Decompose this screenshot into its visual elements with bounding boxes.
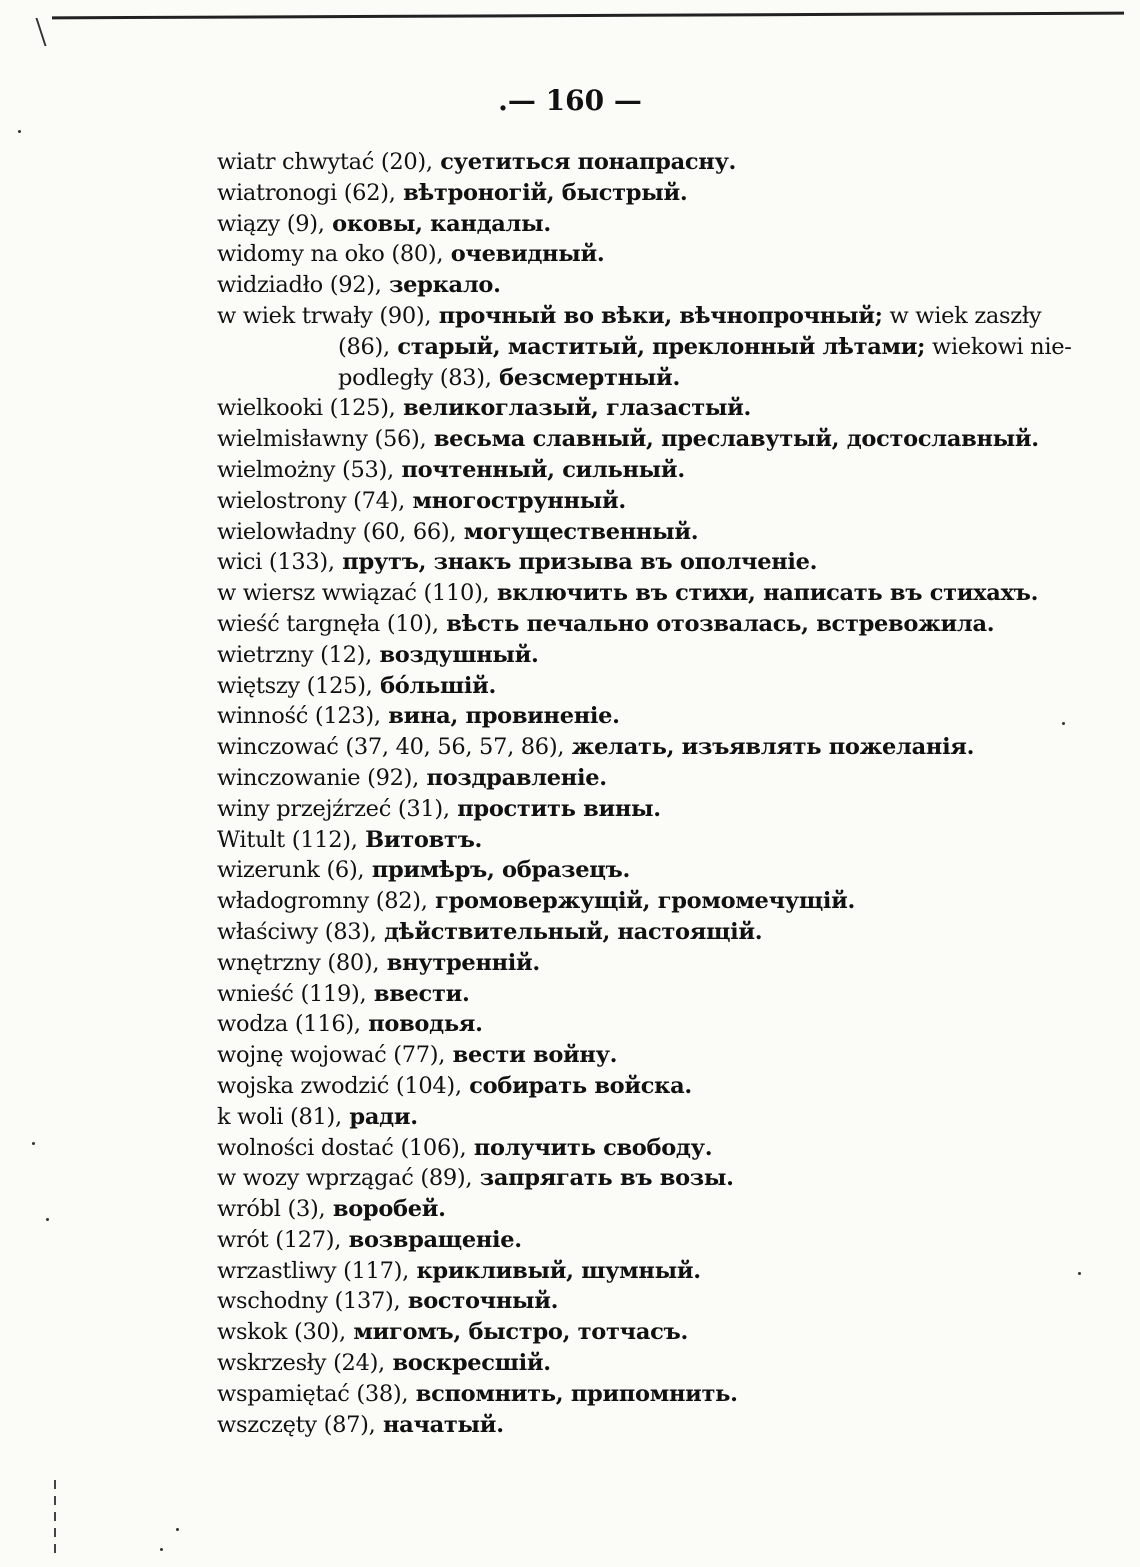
entry-gloss: Витовтъ.: [357, 826, 483, 853]
dictionary-entry: [217, 1317, 1037, 1348]
entry-gloss: поводья.: [360, 1011, 483, 1038]
entry-headword: więtszy (125),: [217, 672, 373, 699]
dictionary-entry: [217, 1256, 1037, 1287]
entry-headword: wieść targnęła (10),: [217, 610, 439, 637]
dictionary-entry: [217, 486, 1037, 517]
entry-headword: wojska zwodzić (104),: [217, 1072, 462, 1099]
entry-headword: wolności dostać (106),: [217, 1134, 467, 1161]
dictionary-entry: [217, 547, 1037, 578]
dictionary-entry: [217, 1348, 1037, 1379]
top-rule: [52, 12, 1124, 20]
entry-gloss: ввести.: [366, 980, 470, 1007]
dictionary-entry: [217, 239, 1037, 270]
entry-headword: w wiek trwały (90),: [217, 302, 432, 329]
entry-gloss: желать, изъявлять пожеланія.: [564, 734, 975, 761]
entry-headword: wszczęty (87),: [217, 1411, 376, 1438]
entry-headword: wiatronogi (62),: [217, 179, 396, 206]
entry-gloss: вспомнить, припомнить.: [408, 1380, 738, 1407]
entry-gloss: возвращеніе.: [341, 1226, 522, 1253]
dictionary-entry: [217, 794, 1037, 825]
scan-speck: [18, 130, 21, 133]
entry-gloss: запрягать въ возы.: [472, 1165, 734, 1192]
entry-gloss: суетиться понапрасну.: [432, 149, 737, 175]
dictionary-entry: [217, 855, 1037, 886]
entry-headword: wodza (116),: [217, 1011, 361, 1038]
dictionary-entry: [217, 1009, 1037, 1040]
entry-gloss: громовержущій, громомечущій.: [427, 888, 856, 915]
entry-gloss: включить въ стихи, написать въ стихахъ.: [489, 580, 1039, 607]
dictionary-entry: [217, 147, 1037, 178]
dictionary-entry: [217, 763, 1037, 794]
entry-headword: wiązy (9),: [217, 210, 325, 237]
dictionary-entry: [217, 886, 1037, 917]
entry-gloss: крикливый, шумный.: [408, 1257, 701, 1284]
dictionary-entry: [217, 209, 1037, 240]
entry-headword: wielmisławny (56),: [217, 426, 427, 453]
entry-headword: wrzastliwy (117),: [217, 1257, 409, 1284]
entry-headword: winność (123),: [217, 703, 381, 730]
entry-gloss: великоглазый, глазастый.: [395, 395, 752, 422]
entry-gloss: прутъ, знакъ призыва въ ополченіе.: [334, 549, 818, 576]
dictionary-entry: [217, 1133, 1037, 1164]
margin-mark: [54, 1496, 56, 1505]
entry-headword: wskok (30),: [217, 1319, 346, 1346]
entry-headword: wiatr chwytać (20),: [217, 149, 433, 175]
entry-headword: władogromny (82),: [217, 888, 428, 915]
dictionary-entry: [217, 979, 1037, 1010]
entry-gloss: воздушный.: [371, 641, 539, 668]
dictionary-entry: [217, 517, 1037, 548]
entry-headword: winy przejźrzeć (31),: [217, 795, 450, 822]
entry-gloss: воробей.: [325, 1196, 446, 1223]
dictionary-entry: [217, 640, 1037, 671]
entry-headword: podległy (83),: [338, 364, 492, 391]
entry-headword: w wiersz wwiązać (110),: [217, 580, 490, 607]
entry-headword: winczowanie (92),: [217, 764, 420, 791]
entry-gloss: мигомъ, быстро, тотчасъ.: [345, 1319, 688, 1346]
dictionary-entry: [217, 301, 1042, 332]
entry-headword: wschodny (137),: [217, 1288, 401, 1315]
entry-headword: k woli (81),: [217, 1103, 342, 1130]
entry-gloss: прочный во вѣки, вѣчнопрочный;: [431, 302, 883, 329]
entry-gloss: старый, маститый, преклонный лѣтами;: [389, 333, 926, 360]
dictionary-entry: [217, 1410, 1037, 1441]
dictionary-entry: [217, 424, 1037, 455]
entry-gloss: весьма славный, преславутый, достославный.: [426, 426, 1039, 453]
entry-gloss: получить свободу.: [466, 1134, 713, 1161]
scan-speck: [46, 1218, 49, 1221]
margin-mark: [54, 1544, 56, 1553]
entry-headword: wielmożny (53),: [217, 456, 394, 483]
entry-gloss: ради.: [341, 1103, 418, 1130]
dictionary-entry: [217, 578, 1037, 609]
entry-headword: widomy na oko (80),: [217, 241, 444, 268]
margin-mark: [54, 1528, 56, 1537]
entry-headword: wielowładny (60, 66),: [217, 518, 457, 545]
entry-gloss: зеркало.: [381, 272, 501, 299]
entry-headword: Witult (112),: [217, 826, 358, 853]
entry-headword: (86),: [338, 333, 390, 360]
entry-headword: wietrzny (12),: [217, 641, 372, 668]
dictionary-entry: [217, 1071, 1037, 1102]
entry-gloss: очевидный.: [443, 241, 605, 268]
entry-gloss: примѣръ, образецъ.: [364, 857, 631, 884]
entry-gloss: простить вины.: [449, 795, 661, 822]
entry-headword: winczować (37, 40, 56, 57, 86),: [217, 734, 565, 761]
entry-gloss: восточный.: [400, 1288, 559, 1315]
dictionary-entry: [217, 825, 1037, 856]
entry-continuation: [217, 332, 1072, 363]
entry-gloss: начатый.: [375, 1411, 504, 1438]
entry-headword: wnętrzny (80),: [217, 949, 380, 976]
entry-gloss: могущественный.: [456, 518, 699, 545]
entry-next-headword: w wiek zaszły: [882, 302, 1042, 329]
entry-headword: wspamiętać (38),: [217, 1380, 409, 1407]
dictionary-entry: [217, 1286, 1037, 1317]
entry-gloss: почтенный, сильный.: [393, 456, 685, 483]
entry-headword: wojnę wojować (77),: [217, 1042, 446, 1069]
dictionary-entry: [217, 1163, 1037, 1194]
entry-gloss: дѣйствительный, настоящій.: [376, 918, 763, 945]
entry-gloss: безсмертный.: [491, 364, 680, 391]
dictionary-entry: [217, 1225, 1037, 1256]
entry-headword: właściwy (83),: [217, 918, 377, 945]
entry-gloss: поздравленіе.: [419, 764, 607, 791]
margin-mark: [54, 1480, 56, 1489]
scan-speck: [1078, 1272, 1081, 1275]
entry-gloss: бо́льшій.: [372, 672, 497, 699]
margin-mark: [54, 1512, 56, 1521]
entry-gloss: многострунный.: [405, 487, 626, 514]
entry-gloss: вина, провиненіе.: [380, 703, 620, 730]
entry-headword: w wozy wprzągać (89),: [217, 1165, 473, 1192]
dictionary-entry: [217, 671, 1037, 702]
scan-speck: [1062, 722, 1065, 725]
entry-headword: wnieść (119),: [217, 980, 367, 1007]
dictionary-entry: [217, 732, 1037, 763]
scan-speck: [176, 1528, 179, 1531]
entry-next-headword: wiekowi nie-: [925, 333, 1072, 360]
dictionary-entries: [217, 147, 1072, 1440]
dictionary-entry: [217, 455, 1037, 486]
entry-headword: wielostrony (74),: [217, 487, 405, 514]
dictionary-entry: [217, 393, 1037, 424]
entry-headword: wrót (127),: [217, 1226, 342, 1253]
entry-gloss: собирать войска.: [461, 1072, 692, 1099]
entry-gloss: оковы, кандалы.: [324, 210, 551, 237]
entry-headword: wróbl (3),: [217, 1196, 326, 1223]
entry-gloss: воскресшій.: [384, 1350, 551, 1377]
dictionary-entry: [217, 701, 1037, 732]
dictionary-entry: [217, 178, 1037, 209]
entry-headword: wielkooki (125),: [217, 395, 396, 422]
dictionary-entry: [217, 1040, 1037, 1071]
entry-headword: wskrzesły (24),: [217, 1350, 385, 1377]
dictionary-entry: [217, 609, 1037, 640]
scan-speck: [32, 1142, 35, 1145]
dictionary-entry: [217, 1102, 1037, 1133]
entry-gloss: вѣтроногій, быстрый.: [395, 179, 688, 206]
entry-headword: wizerunk (6),: [217, 857, 365, 884]
entry-headword: widziadło (92),: [217, 272, 382, 299]
dictionary-entry: [217, 270, 1037, 301]
dictionary-entry: [217, 1379, 1037, 1410]
dictionary-entry: [217, 917, 1037, 948]
page-number: .— 160 —: [498, 84, 642, 117]
dictionary-entry: [217, 1194, 1037, 1225]
entry-gloss: внутренній.: [379, 949, 540, 976]
entry-gloss: вести войну.: [445, 1042, 618, 1069]
entry-continuation: [217, 363, 1037, 394]
rule-tick: [35, 18, 62, 46]
entry-gloss: вѣсть печально отозвалась, встревожила.: [438, 610, 995, 637]
entry-headword: wici (133),: [217, 549, 335, 576]
scan-speck: [160, 1548, 163, 1551]
dictionary-entry: [217, 948, 1037, 979]
